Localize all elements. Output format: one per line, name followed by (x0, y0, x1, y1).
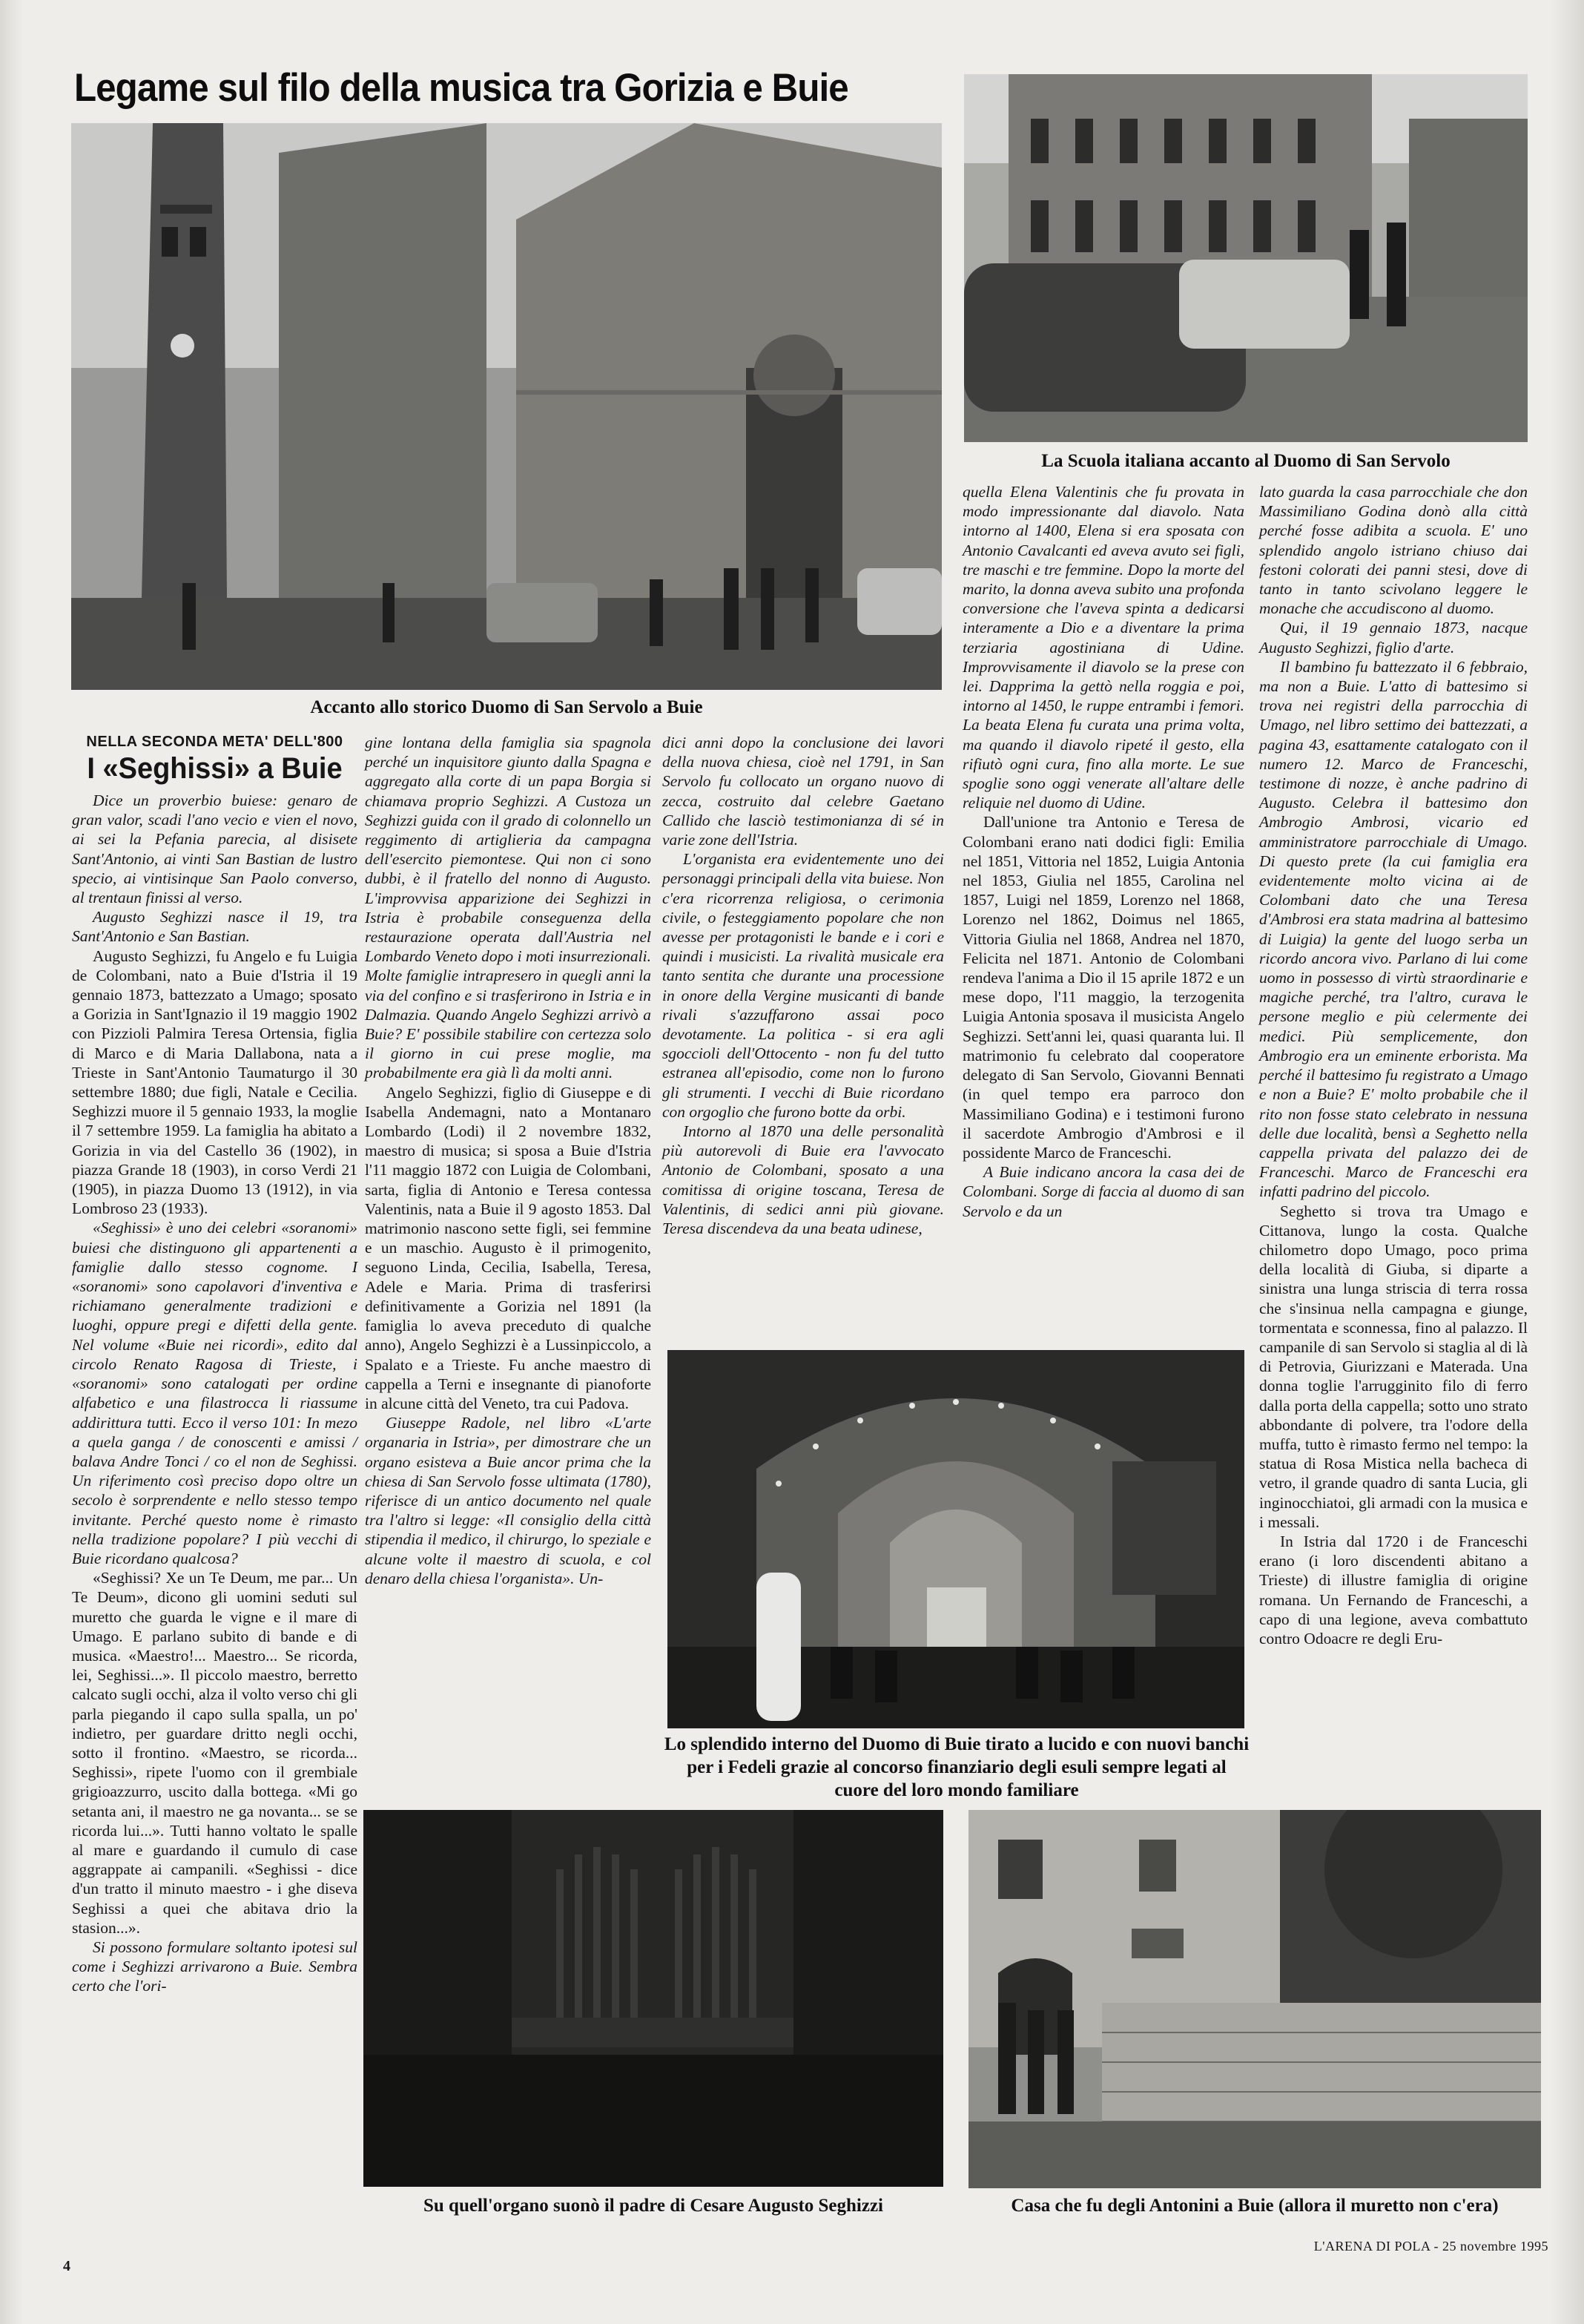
article-title: I «Seghissi» a Buie (87, 752, 343, 785)
paragraph: Augusto Seghizzi nasce il 19, tra Sant'Antonio e San Bastian. (72, 908, 357, 946)
paragraph: «Seghissi? Xe un Te Deum, me par... Un Te Deum», dicono gli uomini seduti sul muretto che guarda le vigne e il mare di Umago. E parlano subito di bande e di musica. «Maestro!... Maestro... Se ricorda, lei, Seghissi...». Il piccolo maestro, berretto calcato sugli occhi, alza il volto verso chi gli parla piegando il capo sulla spalla, un po' indietro, per guardare dritto negli occhi, sotto il frontino. «Maestro, se ricorda... Seghissi», ripete l'uomo con il grembiale grigioazzurro, uscito dalla bottega. «Mi go setanta ani, il maestro ne ga novanta... se se ricorda lui...». Tutti hanno voltato le spalle al mare e guardando il cumulo di case aggrappate ai campanili. «Seghissi - dice d'un tratto il minuto maestro - i ghe diseva Seghissi a quei che abitava drio la stasion...». (72, 1569, 357, 1937)
paragraph: Si possono formulare soltanto ipotesi sul come i Seghizzi arrivarono a Buie. Sembra certo che l'ori- (72, 1938, 357, 1995)
paragraph: Il bambino fu battezzato il 6 febbraio, ma non a Buie. L'atto di battesimo si trova nei registri della parrocchia di Umago, nel libro settimo dei battezzati, a pagina 43, esattamente catalogato con il numero 12. Marco de Franceschi, testimone di nozze, è anche padrino di Augusto. Celebra il battesimo don Ambrogio Ambrosi, vicario ed amministratore parrocchiale di Umago. Di questo prete (la cui famiglia era evidentemente molto vicina ai de Colombani dato che una Teresa d'Ambrosi era stata madrina al battesimo di Luigia) la gente del luogo serba un ricordo ancora vivo. Parlano di lui come uomo in possesso di virtù straordinarie e magiche perché, tra l'altro, curava le persone meglio e più celermente dei medici. Più semplicemente, don Ambrogio era un eminente erborista. Ma perché il battesimo fu registrato a Umago e non a Buie? E' molto probabile che il rito non fosse stato celebrato in nessuna delle due località, bensì a Seghetto nella cappella privata del palazzo dei de Franceschi. Marco de Franceschi era infatti padrino del piccolo. (1259, 657, 1528, 1201)
paragraph: Giuseppe Radole, nel libro «L'arte organaria in Istria», per dimostrare che un organo esisteva a Buie ancor prima che la chiesa di San Servolo fosse ultimata (1780), riferisce di un antico documento nel quale tra l'altro si legge: «Il consiglio della città stipendia il medico, il chirurgo, lo speziale e alcune volte il maestro di scuola, e col denaro della chiesa l'organista». Un- (365, 1414, 651, 1587)
caption-duomo-exterior: Accanto allo storico Duomo di San Servolo a Buie (310, 697, 703, 717)
paragraph: Angelo Seghizzi, figlio di Giuseppe e di Isabella Andemagni, nato a Montanaro Lombardo (Lodi) il 2 novembre 1832, maestro di musica; si sposa a Buie d'Istria l'11 maggio 1872 con Luigia de Colombani, sarta, figlia di Antonio e Teresa contessa Valentinis, nata a Buie il 9 agosto 1853. Dal matrimonio nascono sette figli, sei femmine e un maschio. Augusto è il primogenito, seguono Linda, Cecilia, Isabella, Teresa, Adele e Maria. Prima di trasferirsi definitivamente a Gorizia nel 1891 (la famiglia lo aveva preceduto di qualche anno), Angelo Seghizzi è a Lussinpiccolo, a Spalato e a Trieste. Fu anche maestro di cappella a Terni e insegnante di pianoforte in alcune città del Veneto, tra cui Padova. (365, 1083, 651, 1412)
text-column-1 (72, 791, 357, 1996)
photo-casa (968, 1810, 1541, 2188)
photo-duomo-exterior (71, 123, 942, 690)
paragraph: «Seghissi» è uno dei celebri «soranomi» buiesi che distinguono gli appartenenti a famiglie dallo stesso cognome. I «soranomi» sono capolavori d'inventiva e richiamano generalmente tradizioni e luoghi, oppure pregi e difetti della gente. Nel volume «Buie nei ricordi», edito dal circolo Renato Ragosa di Trieste, i «soranomi» sono catalogati per ordine alfabetico e una filastrocca li riassume addirittura tutti. Ecco il verso 101: In mezo a quela ganga / de conoscenti e amissi / balava Andre Tonci / co el non de Seghissi. Un riferimento così preciso dopo oltre un secolo è sorprendente e nello stesso tempo invitante. Perché questo nome è rimasto nella tradizione popolare? I più vecchi di Buie ricordano qualcosa? (72, 1219, 357, 1567)
text-column-4 (963, 482, 1244, 1221)
caption-scuola: La Scuola italiana accanto al Duomo di San Servolo (1041, 451, 1451, 471)
paragraph: gine lontana della famiglia sia spagnola perché un inquisitore giunto dalla Spagna e aggregato alla corte di un papa Borgia si chiamava proprio Seghizzi. A Custoza un Seghizzi guida con il grado di colonnello un reggimento di artiglieria da campagna dell'esercito piemontese. Qui non ci sono dubbi, è il fratello del nonno di Augusto. L'improvvisa apparizione dei Seghizzi in Istria è probabile conseguenza della restaurazione operata dall'Austria nel Lombardo Veneto dopo i moti insurrezionali. Molte famiglie intrapresero in quegli anni la via del confino e si trasferirono in Istria e in Dalmazia. Quando Angelo Seghizzi arrivò a Buie? E' possibile stabilire con certezza solo il giorno in cui prese moglie, ma probabilmente era già lì da molti anni. (365, 734, 651, 1082)
paragraph: lato guarda la casa parrocchiale che don Massimiliano Godina donò alla città perché fosse adibita a scuola. E' uno splendido angolo istriano chiuso dai festoni colorati dei panni stesi, dove di tanto in tanto scivolano leggere le monache che accudiscono al duomo. (1259, 483, 1528, 618)
paragraph: Augusto Seghizzi, fu Angelo e fu Luigia de Colombani, nato a Buie d'Istria il 19 gennaio 1873, battezzato a Umago; sposato a Gorizia in Sant'Ignazio il 19 maggio 1902 con Pizzioli Palmira Teresa Ortensia, figlia di Marco e di Maria Dallabona, nata a Trieste in Sant'Antonio Taumaturgo il 30 settembre 1880; due figli, Natale e Cecilia. Seghizzi muore il 5 gennaio 1933, la moglie il 7 settembre 1959. La famiglia ha abitato a Gorizia in via del Castello 36 (1902), in piazza Grande 18 (1903), in corso Verdi 21 (1905), in piazza Duomo 13 (1912), in via Lombroso 23 (1933). (72, 947, 357, 1218)
page-number: 4 (63, 2258, 70, 2274)
paragraph: A Buie indicano ancora la casa dei de Colombani. Sorge di faccia al duomo di san Servolo e da un (963, 1163, 1244, 1220)
paragraph: Intorno al 1870 una delle personalità più autorevoli di Buie era l'avvocato Antonio de Colombani, sposato a una comitissa di origine toscana, Teresa de Valentinis, di sedici anni più giovane. Teresa discendeva da una beata udinese, (662, 1122, 944, 1238)
text-column-3 (662, 733, 944, 1238)
headline: Legame sul filo della musica tra Gorizia e Buie (74, 66, 848, 110)
paragraph: quella Elena Valentinis che fu provata in modo impressionante dal diavolo. Nata intorno al 1400, Elena si era sposata con Antonio Cavalcanti ed aveva avuto sei figli, tre maschi e tre femmine. Dopo la morte del marito, la donna aveva subito una profonda conversione che l'aveva spinta a dedicarsi interamente a Dio e a diventare la prima terziaria agostiniana di Udine. Improvvisamente il diavolo se la prese con lei. Dapprima la gettò nella roggia e poi, intorno al 1450, le ruppe entrambi i femori. La beata Elena fu curata una prima volta, ma quando il diavolo ripeté il gesto, ella rifiutò ogni cura, fino alla morte. Le sue spoglie sono oggi venerate all'altare delle reliquie nel duomo di Udine. (963, 483, 1244, 812)
article-kicker: NELLA SECONDA META' DELL'800 (86, 734, 343, 750)
caption-interior: Lo splendido interno del Duomo di Buie tirato a lucido e con nuovi banchi per i Fedeli grazie al concorso finanziario degli esuli sempre legati al cuore del loro mondo familiare (664, 1734, 1250, 1800)
paragraph: L'organista era evidentemente uno dei personaggi principali della vita buiese. Non c'era ricorrenza religiosa, o cerimonia civile, o festeggiamento popolare che non avesse per protagonisti le bande e i cori e quindi i musicisti. La rivalità musicale era tanto sentita che durante una processione in onore della Vergine musicanti di bande rivali s'azzuffarono assai poco devotamente. La politica - si era agli sgoccioli dell'Ottocento - non fu del tutto estranea all'episodio, come non lo furono gli strumenti. I vecchi di Buie ricordano con orgoglio che furono botte da orbi. (662, 850, 944, 1121)
text-column-5 (1259, 482, 1528, 1648)
photo-interior (667, 1350, 1244, 1728)
paragraph: dici anni dopo la conclusione dei lavori della nuova chiesa, cioè nel 1791, in San Servolo fu collocato un organo nuovo di zecca, costruito dal celebre Gaetano Callido che lasciò testimonianza di sé in varie zone dell'Istria. (662, 734, 944, 849)
newspaper-footer: L'ARENA DI POLA - 25 novembre 1995 (1313, 2239, 1548, 2254)
paragraph: In Istria dal 1720 i de Franceschi erano (i loro discendenti abitano a Trieste) di illustre famiglia di origine romana. Un Fernando de Franceschi, a capo di una legione, aveva combattuto contro Odoacre re degli Eru- (1259, 1532, 1528, 1647)
caption-organ: Su quell'organo suonò il padre di Cesare Augusto Seghizzi (423, 2196, 884, 2216)
paragraph: Dall'unione tra Antonio e Teresa de Colombani erano nati dodici figli: Emilia nel 1851, Vittoria nel 1852, Luigia Antonia nel 1853, Giulia nel 1855, Carolina nel 1857, Luigi nel 1859, Lorenzo nel 1868, Lorenzo nel 1862, Doimus nel 1865, Vittoria Giulia nel 1868, Andrea nel 1870, Felicita nel 1871. Antonio de Colombani rendeva l'anima a Dio il 15 aprile 1872 e un mese dopo, l'11 maggio, la terzogenita Luigia Antonia sposava il musicista Angelo Seghizzi. Sett'anni lei, quasi quaranta lui. Il matrimonio fu celebrato dal cooperatore delegato di San Servolo, Giovanni Bennati (in quel tempo era parroco don Massimiliano Godina) e i testimoni furono il sacerdote Ambrogio d'Ambrosi e il possidente Marco de Franceschi. (963, 813, 1244, 1162)
photo-scuola (964, 74, 1528, 442)
paragraph: Seghetto si trova tra Umago e Cittanova, lungo la costa. Qualche chilometro dopo Umago, poco prima della località di Giuba, si diparte a sinistra una lunga striscia di terra rossa che s'insinua nella campagna e giunge, tormentata e sconnessa, fino al palazzo. Il campanile di san Servolo si staglia al di là di Petrovia, Giurizzani e Materada. Una donna toglie l'arrugginito filo di ferro dalla porta della cappella; sotto uno strato abbondante di polvere, tra l'odore della muffa, tutto è rimasto fermo nel tempo: la statua di Rosa Mistica nella bacheca di vetro, il grande quadro di santa Lucia, gli inginocchiatoi, gli armadi con la musica e i messali. (1259, 1202, 1528, 1531)
paragraph: Dice un proverbio buiese: genaro de gran valor, scadi l'ano vecio e vien el novo, ai sei la Pefania parecia, al disisete Sant'Antonio, ai vinti San Bastian de lustro specio, ai vintisinque San Paolo converso, al trentaun finissi al verso. (72, 791, 357, 907)
caption-casa: Casa che fu degli Antonini a Buie (allora il muretto non c'era) (1011, 2196, 1499, 2216)
text-column-2 (365, 733, 651, 1588)
paragraph: Qui, il 19 gennaio 1873, nacque Augusto Seghizzi, figlio d'arte. (1259, 619, 1528, 656)
photo-organ (363, 1810, 943, 2187)
